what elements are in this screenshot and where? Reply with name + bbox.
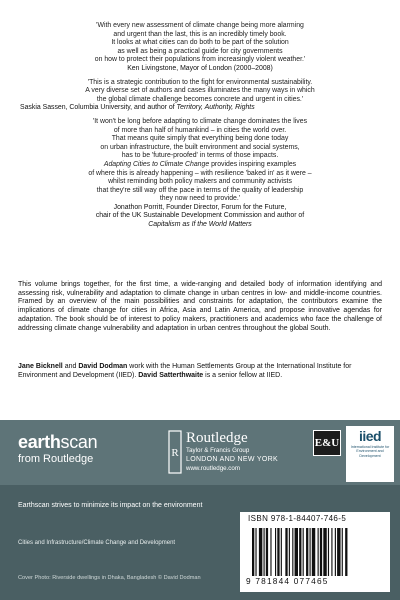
endorsement-livingstone bbox=[18, 22, 382, 74]
quote-attribution: Ken Livingstone, Mayor of London (2000–2008) bbox=[127, 64, 273, 72]
attribution-text: Saskia Sassen, Columbia University, and author of bbox=[20, 104, 177, 112]
series-label: Cities and Infrastructure/Climate Change and Development bbox=[18, 540, 176, 546]
quote-text: provides inspiring examples bbox=[209, 160, 297, 168]
iied-wordmark: iied bbox=[358, 428, 382, 444]
publisher-panel bbox=[0, 420, 400, 600]
svg-text:R: R bbox=[171, 447, 179, 459]
quote-line: 'With every new assessment of climate change being more alarming bbox=[96, 22, 304, 29]
routledge-group: Taylor & Francis Group bbox=[186, 447, 250, 454]
author-name: Jane Bicknell bbox=[18, 363, 63, 370]
quote-line: has to be 'future-proofed' in terms of those impacts. bbox=[121, 152, 279, 160]
quote-line: A very diverse set of authors and cases illuminates the many ways in which bbox=[85, 87, 315, 95]
bio-text bbox=[18, 363, 382, 380]
quote-line: That means quite simply that everything being done today bbox=[111, 135, 289, 143]
barcode-icon bbox=[252, 528, 382, 576]
eu-logo bbox=[313, 430, 341, 456]
quote-line: the global climate challenge becomes concrete and urgent in cities.' bbox=[96, 95, 304, 103]
bio-connector: and bbox=[62, 363, 79, 370]
earthscan-subtitle: from Routledge bbox=[18, 453, 94, 465]
quote-line bbox=[18, 161, 382, 170]
eu-wordmark: E&U bbox=[314, 437, 340, 449]
routledge-text bbox=[186, 430, 306, 473]
quoted-book-title: Adapting Cities to Climate Change bbox=[103, 160, 210, 168]
logo-band bbox=[0, 420, 400, 485]
quote-line: of more than half of humankind – in cities the world over. bbox=[113, 126, 287, 134]
quote-line: whilst reminding both policy makers and community activists bbox=[108, 178, 292, 186]
earthscan-logo bbox=[18, 432, 97, 466]
description-text: This volume brings together, for the first time, a wide-ranging and detailed body of information identifying and assessing risk, vulnerability and adaptation to climate change in urban centres in low- and middle-income countries. Framed by an overview of the main possibilities and constraints for adaptation, the contributors examine the implications of climate change for cities in Africa, Asia and Latin America, and propose innovative agendas for adaptation. The book should be of interest to policy makers, practitioners and academics who face the challenge of addressing climate change vulnerability and adaptation in urban centres throughout the global South. bbox=[18, 281, 382, 332]
quote-line: that they're still way off the pace in terms of the quality of leadership bbox=[96, 186, 304, 194]
earthscan-wordmark-light: scan bbox=[60, 432, 98, 452]
isbn-label: ISBN 978-1-84407-746-5 bbox=[248, 514, 347, 523]
attribution-book-title: Capitalism as If the World Matters bbox=[148, 221, 252, 229]
quote-line: 'It won't be long before adapting to climate change dominates the lives bbox=[92, 117, 308, 125]
quote-attribution bbox=[18, 104, 382, 113]
endorsements bbox=[18, 22, 382, 235]
endorsement-porritt bbox=[18, 118, 382, 230]
iied-logo bbox=[346, 426, 394, 482]
bio-body: work with the Human Settlements Group at the International Institute for Environment and Development (IIED). bbox=[18, 363, 352, 379]
author-name: David Dodman bbox=[78, 363, 128, 370]
author-bio bbox=[18, 363, 382, 380]
quote-line: on how to protect their populations from increasingly violent weather.' bbox=[94, 56, 306, 64]
routledge-name: Routledge bbox=[186, 430, 248, 446]
earthscan-wordmark bbox=[18, 432, 97, 452]
book-description bbox=[18, 281, 382, 333]
routledge-cities: LONDON AND NEW YORK bbox=[186, 456, 278, 463]
quote-line: as well as being a practical guide for city governments bbox=[117, 47, 283, 55]
quote-line: It looks at what cities can do both to be part of the solution bbox=[111, 39, 289, 47]
environment-note: Earthscan strives to minimize its impact on the environment bbox=[18, 502, 203, 509]
author-name: David Satterthwaite bbox=[138, 371, 204, 379]
quote-line: on urban infrastructure, the built environment and social systems, bbox=[100, 143, 300, 151]
quote-line: and urgent than the last, this is an incredibly timely book. bbox=[113, 30, 287, 38]
quote-line: of where this is already happening – with resilience 'baked in' as it were – bbox=[88, 169, 312, 177]
quote-line: they now need to provide.' bbox=[159, 195, 241, 203]
bio-body: is a senior fellow at IIED. bbox=[203, 371, 283, 379]
quote-attribution: Jonathon Porritt, Founder Director, Forum for the Future, bbox=[113, 203, 287, 211]
routledge-emblem-icon bbox=[168, 430, 182, 474]
routledge-url: www.routledge.com bbox=[186, 465, 240, 472]
iied-fullname: International Institute for Environment and Development bbox=[350, 445, 390, 458]
quote-attribution: chair of the UK Sustainable Development Commission and author of bbox=[95, 212, 305, 220]
quote-line: 'This is a strategic contribution to the fight for environmental sustainability. bbox=[87, 78, 313, 86]
attribution-book-title: Territory, Authority, Rights bbox=[176, 104, 255, 112]
barcode-digits: 9 781844 077465 bbox=[246, 576, 329, 586]
endorsement-sassen bbox=[18, 79, 382, 113]
photo-credit: Cover Photo: Riverside dwellings in Dhaka, Bangladesh © David Dodman bbox=[18, 575, 201, 581]
barcode-block bbox=[240, 512, 390, 592]
earthscan-wordmark-bold: earth bbox=[18, 432, 61, 452]
